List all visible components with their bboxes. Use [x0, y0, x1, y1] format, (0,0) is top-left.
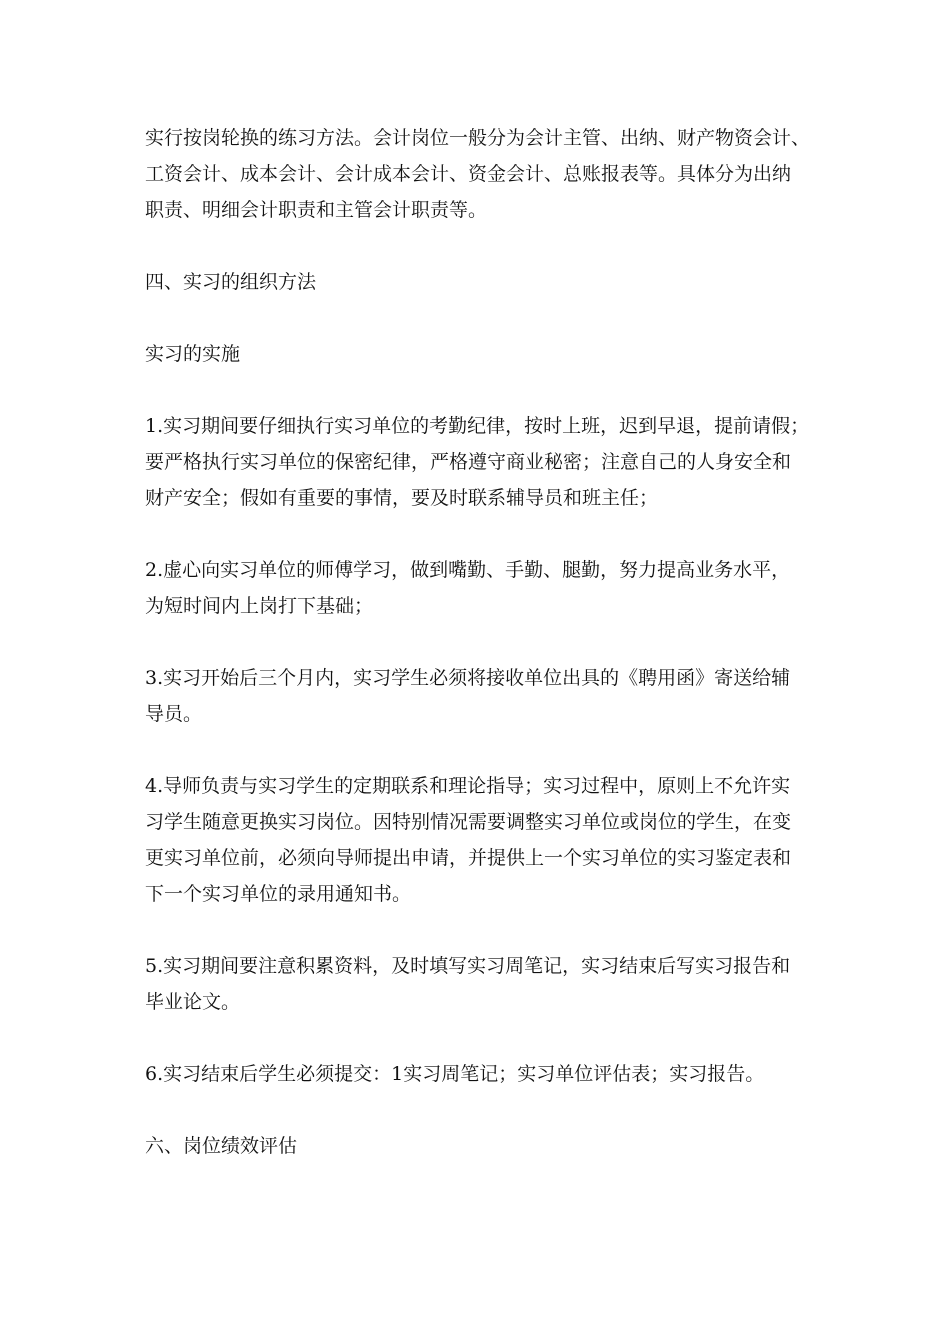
- text-line: 实行按岗轮换的练习方法。会计岗位一般分为会计主管、出纳、财产物资会计、: [145, 127, 811, 149]
- document-body: [145, 120, 815, 1200]
- text-line: 导员。: [145, 703, 203, 725]
- text-line: 3.实习开始后三个月内，实习学生必须将接收单位出具的《聘用函》寄送给辅: [145, 667, 791, 689]
- text-line: 下一个实习单位的录用通知书。: [145, 883, 412, 905]
- text-line: 要严格执行实习单位的保密纪律，严格遵守商业秘密；注意自己的人身安全和: [145, 451, 792, 473]
- list-item-5: [145, 948, 815, 1020]
- text-line: 5.实习期间要注意积累资料，及时填写实习周笔记，实习结束后写实习报告和: [145, 955, 791, 977]
- list-item-4: [145, 768, 815, 912]
- text-line: 2.虚心向实习单位的师傅学习，做到嘴勤、手勤、腿勤，努力提高业务水平，: [145, 559, 791, 581]
- text-line: 更实习单位前，必须向导师提出申请，并提供上一个实习单位的实习鉴定表和: [145, 847, 792, 869]
- text-line: 工资会计、成本会计、会计成本会计、资金会计、总账报表等。具体分为出纳: [145, 163, 792, 185]
- text-line: 习学生随意更换实习岗位。因特别情况需要调整实习单位或岗位的学生，在变: [145, 811, 792, 833]
- section-heading-4: [145, 264, 815, 300]
- list-item-2: [145, 552, 815, 624]
- list-item-1: [145, 408, 815, 516]
- subsection-heading: [145, 336, 815, 372]
- text-line: 4.导师负责与实习学生的定期联系和理论指导；实习过程中，原则上不允许实: [145, 775, 791, 797]
- text-line: 毕业论文。: [145, 991, 241, 1013]
- list-item-6: [145, 1056, 815, 1092]
- heading-text: 四、实习的组织方法: [145, 271, 317, 293]
- text-line: 1.实习期间要仔细执行实习单位的考勤纪律，按时上班，迟到早退，提前请假；: [145, 415, 810, 437]
- intro-paragraph: [145, 120, 815, 228]
- text-line: 6.实习结束后学生必须提交：1实习周笔记；实习单位评估表；实习报告。: [145, 1063, 765, 1085]
- section-heading-6: [145, 1128, 815, 1164]
- text-line: 职责、明细会计职责和主管会计职责等。: [145, 199, 488, 221]
- heading-text: 实习的实施: [145, 343, 241, 365]
- text-line: 为短时间内上岗打下基础；: [145, 595, 374, 617]
- list-item-3: [145, 660, 815, 732]
- heading-text: 六、岗位绩效评估: [145, 1135, 298, 1157]
- text-line: 财产安全；假如有重要的事情，要及时联系辅导员和班主任；: [145, 487, 659, 509]
